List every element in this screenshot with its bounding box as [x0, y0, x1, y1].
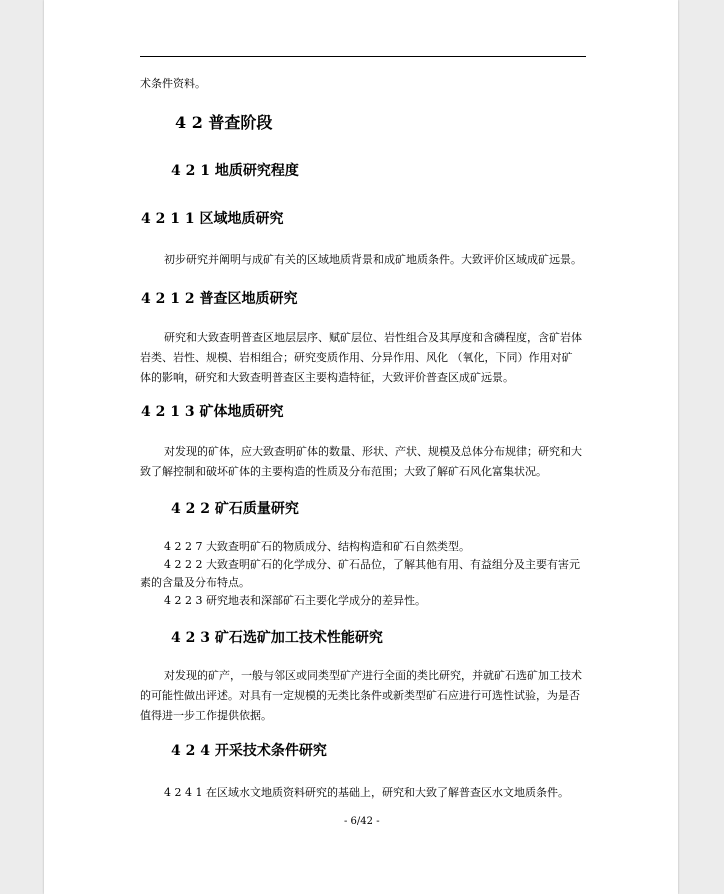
- section-heading-4-2-3: 4 2 3 矿石选矿加工技术性能研究: [171, 630, 383, 646]
- header-rule: [140, 56, 586, 57]
- paragraph-line: 对发现的矿产，一般与邻区或同类型矿产进行全面的类比研究，并就矿石选矿加工技术: [164, 669, 582, 682]
- paragraph-line: 岩类、岩性、规模、岩相组合；研究变质作用、分异作用、风化 （氧化，下同）作用对矿: [140, 351, 573, 364]
- page-number: - 6/42 -: [344, 816, 380, 827]
- intro-text: 术条件资料。: [140, 77, 206, 90]
- paragraph-line: 4 2 2 2 大致查明矿石的化学成分、矿石品位，了解其他有用、有益组分及主要有害元: [164, 558, 580, 571]
- paragraph-line: 致了解控制和破坏矿体的主要构造的性质及分布范围；大致了解矿石风化富集状况。: [140, 465, 547, 478]
- section-heading-4-2-2: 4 2 2 矿石质量研究: [171, 501, 299, 517]
- paragraph-4-2-1-3: [140, 442, 586, 482]
- section-heading-4-2: 4 2 普查阶段: [175, 113, 273, 132]
- section-heading-4-2-1-3: 4 2 1 3 矿体地质研究: [141, 404, 284, 420]
- section-heading-4-2-1: 4 2 1 地质研究程度: [171, 163, 299, 179]
- section-heading-4-2-4: 4 2 4 开采技术条件研究: [171, 743, 327, 759]
- paragraph-line: 的可能性做出评述。对具有一定规模的无类比条件或新类型矿石应进行可选性试验，为是否: [140, 689, 580, 702]
- paragraph-line: 4 2 2 7 大致查明矿石的物质成分、结构构造和矿石自然类型。: [164, 540, 470, 553]
- paragraph-line: 体的影响，研究和大致查明普查区主要构造特征，大致评价普查区成矿远景。: [140, 371, 514, 384]
- paragraph-line: 值得进一步工作提供依据。: [140, 709, 272, 722]
- section-heading-4-2-1-2: 4 2 1 2 普查区地质研究: [141, 291, 298, 307]
- paragraph-line: 素的含量及分布特点。: [140, 576, 250, 589]
- paragraph-line: 4 2 2 3 研究地表和深部矿石主要化学成分的差异性。: [164, 594, 426, 607]
- paragraph-4-2-3: [140, 666, 586, 726]
- paragraph-4-2-4-1: 4 2 4 1 在区域水文地质资料研究的基础上，研究和大致了解普查区水文地质条件。: [164, 786, 569, 799]
- paragraph-line: 研究和大致查明普查区地层层序、赋矿层位、岩性组合及其厚度和含磷程度，含矿岩体: [164, 331, 582, 344]
- paragraph-4-2-2: [140, 538, 586, 610]
- section-heading-4-2-1-1: 4 2 1 1 区域地质研究: [141, 211, 284, 227]
- paragraph-line: 对发现的矿体，应大致查明矿体的数量、形状、产状、规模及总体分布规律；研究和大: [164, 445, 582, 458]
- document-page: [44, 0, 678, 894]
- paragraph-4-2-1-2: [140, 328, 586, 388]
- paragraph-4-2-1-1: 初步研究并阐明与成矿有关的区域地质背景和成矿地质条件。大致评价区域成矿远景。: [164, 253, 582, 266]
